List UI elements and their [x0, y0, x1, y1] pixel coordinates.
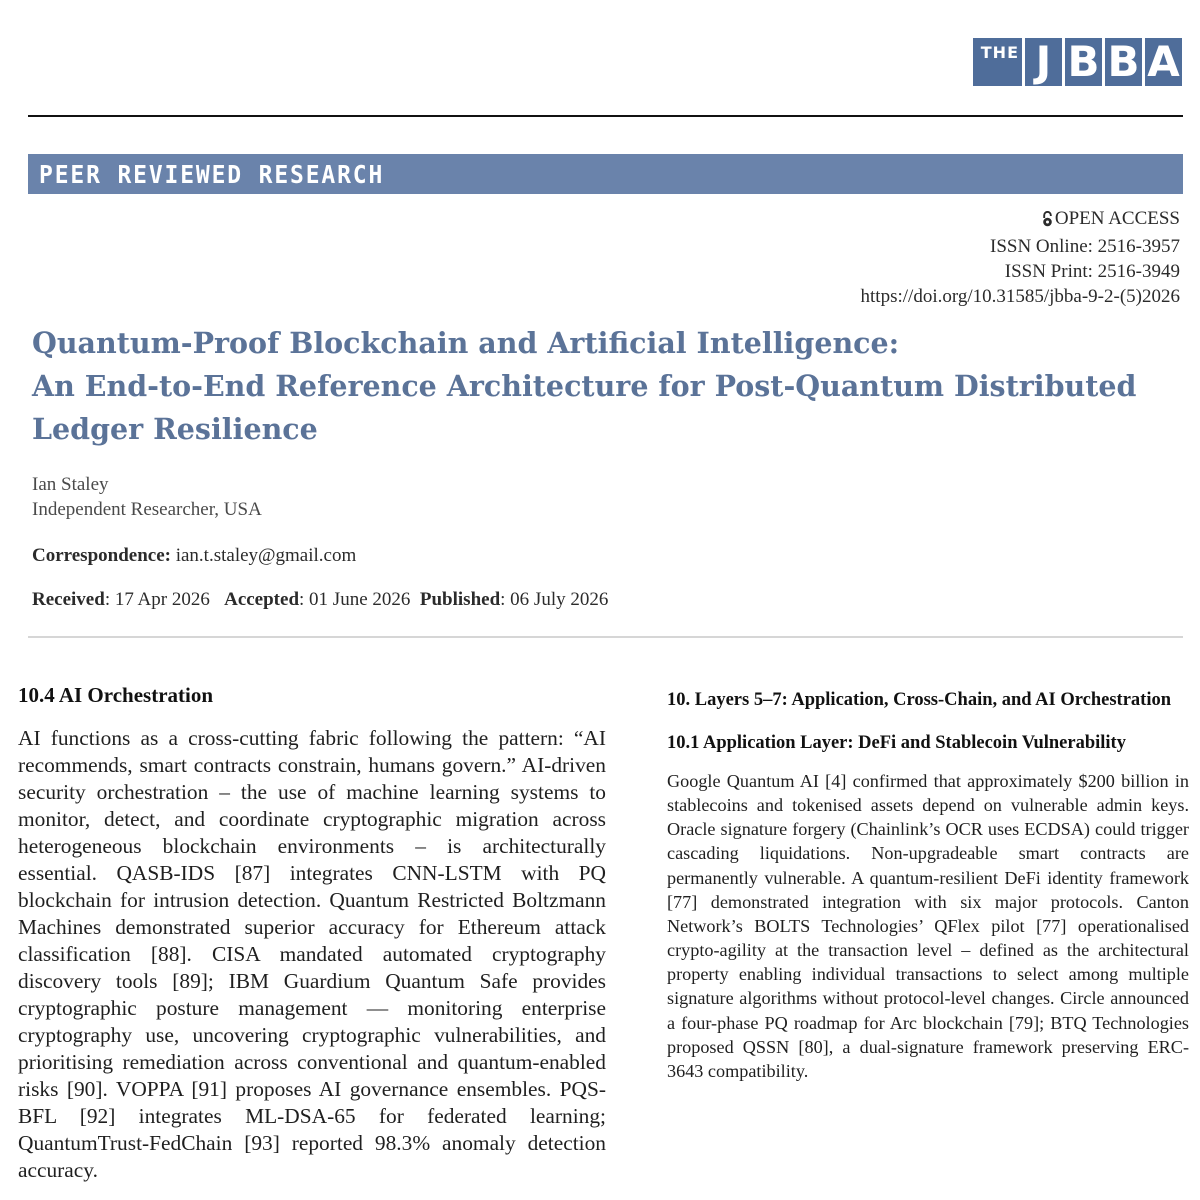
received-label: Received	[32, 589, 105, 610]
logo-letter-a: A	[1145, 38, 1182, 86]
header-divider	[28, 636, 1183, 638]
peer-review-banner	[28, 154, 1183, 194]
correspondence-label: Correspondence:	[32, 545, 171, 566]
application-layer-paragraph: Google Quantum AI [4] confirmed that approximately $200 billion in stablecoins and tokenised assets depend on vulnerable admin keys. Oracle signature forgery (Chainlink’s OCR uses ECDSA) could trigger cascading liquidations. Non-upgradeable smart contracts are permanently vulnerable. A quantum-resilient DeFi identity framework [77] demonstrated integration with six major protocols. Canton Network’s BOLTS Technologies’ QFlex pilot [77] operationalised crypto-agility at the transaction level – defined as the architectural property enabling individual transactions to select among multiple signature algorithms without protocol-level changes. Circle announced a four-phase PQ roadmap for Arc blockchain [79]; BTQ Technologies proposed QSSN [80], a dual-signature framework preserving ERC-3643 compatibility.	[667, 771, 1189, 1081]
title-line-1: Quantum-Proof Blockchain and Artificial Intelligence:	[32, 326, 900, 360]
section-heading-layers: 10. Layers 5–7: Application, Cross-Chain, and AI Orchestration	[667, 690, 1171, 710]
author-affiliation: Independent Researcher, USA	[32, 499, 262, 520]
issn-print: ISSN Print: 2516-3949	[1004, 260, 1180, 282]
section-heading-ai-orchestration: 10.4 AI Orchestration	[18, 683, 214, 707]
logo-letter-j: J	[1025, 38, 1062, 86]
received-date: 17 Apr 2026	[114, 589, 210, 610]
banner-text: PEER REVIEWED RESEARCH	[39, 159, 385, 189]
left-column	[18, 683, 606, 1184]
open-lock-icon	[1041, 211, 1054, 227]
accepted-label: Accepted	[224, 589, 300, 610]
logo-letter-b1: B	[1065, 38, 1102, 86]
article-metadata	[861, 206, 1180, 309]
journal-logo	[973, 38, 1182, 86]
correspondence-email[interactable]: ian.t.staley@gmail.com	[175, 545, 357, 566]
open-access-line	[1041, 206, 1180, 231]
accepted-date: 01 June 2026	[309, 589, 411, 610]
subsection-heading-application-layer: 10.1 Application Layer: DeFi and Stablecoin Vulnerability	[667, 733, 1126, 753]
title-line-2: An End-to-End Reference Architecture for Post-Quantum Distributed	[32, 369, 1137, 403]
issn-online: ISSN Online: 2516-3957	[990, 235, 1180, 257]
doi-link[interactable]: https://doi.org/10.31585/jbba-9-2-(5)2026	[860, 285, 1180, 307]
correspondence-line	[32, 545, 356, 567]
published-label: Published	[419, 589, 501, 610]
open-access-label: OPEN ACCESS	[1054, 208, 1180, 229]
logo-letter-b2: B	[1105, 38, 1142, 86]
right-column	[667, 688, 1189, 1083]
paper-title	[32, 322, 1182, 451]
title-line-3: Ledger Resilience	[32, 412, 318, 446]
author-block	[32, 472, 262, 522]
top-divider	[28, 115, 1183, 117]
article-dates: Received: 17 Apr 2026 Accepted: 01 June 2026 Published: 06 July 2026	[32, 589, 609, 610]
author-name: Ian Staley	[32, 474, 109, 495]
logo-the: THE	[973, 38, 1022, 86]
ai-orchestration-paragraph: AI functions as a cross-cutting fabric following the pattern: “AI recommends, smart contracts constrain, humans govern.” AI-driven security orchestration – the use of machine learning systems to monitor, detect, and coordinate cryptographic migration across heterogeneous blockchain environments – is architecturally essential. QASB-IDS [87] integrates CNN-LSTM with PQ blockchain for intrusion detection. Quantum Restricted Boltzmann Machines demonstrated superior accuracy for Ethereum attack classification [88]. CISA mandated automated cryptography discovery tools [89]; IBM Guardium Quantum Safe provides cryptographic posture management — monitoring enterprise cryptography use, uncovering cryptographic vulnerabilities, and prioritising remediation across conventional and quantum-enabled risks [90]. VOPPA [91] proposes AI governance ensembles. PQS-BFL [92] integrates ML-DSA-65 for federated learning; QuantumTrust-FedChain [93] reported 98.3% anomaly detection accuracy.	[18, 726, 606, 1182]
published-date: 06 July 2026	[510, 589, 609, 610]
